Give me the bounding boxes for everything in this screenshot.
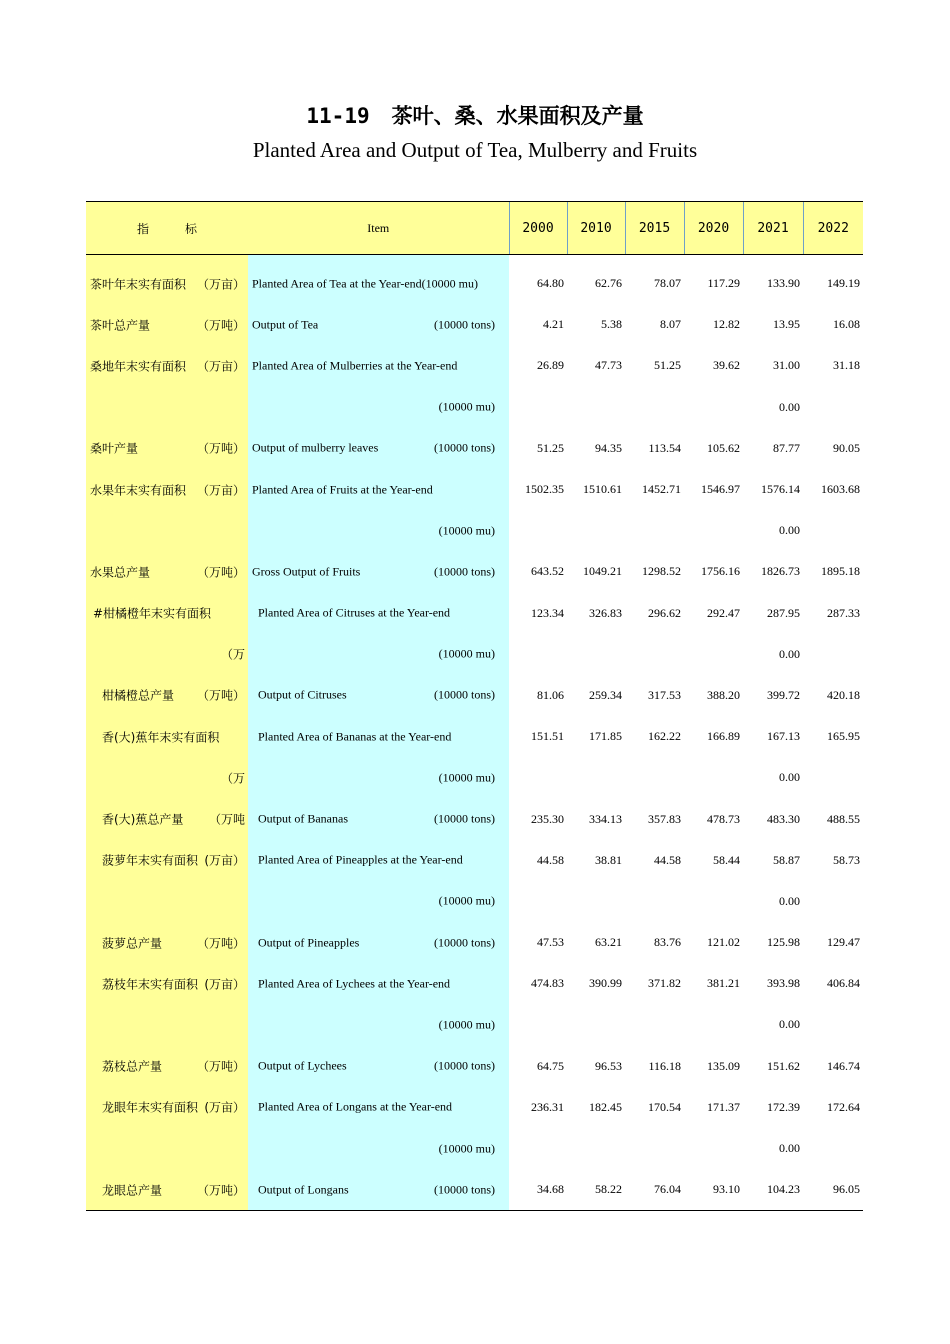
- item-en: Planted Area of Bananas at the Year-end: [258, 729, 452, 744]
- value-cell: 96.05: [803, 1169, 863, 1211]
- indicator-cell: [86, 757, 248, 798]
- indicator-cell: [86, 1128, 248, 1169]
- value-cell: 113.54: [648, 440, 681, 455]
- indicator-cn: 桑地年末实有面积: [90, 359, 187, 374]
- indicator-cell: [86, 1004, 248, 1045]
- value-cell: 381.21: [707, 976, 740, 991]
- value-cell: 44.58: [537, 852, 564, 867]
- page-title-en: Planted Area and Output of Tea, Mulberry and Fruits: [252, 138, 698, 162]
- value-cell: 0.00: [779, 1017, 800, 1032]
- value-cell: 162.22: [648, 729, 681, 744]
- indicator-cell: [86, 798, 248, 839]
- value-cell: 1895.18: [821, 564, 860, 579]
- item-en: Output of mulberry leaves: [252, 440, 379, 455]
- value-cell: 357.83: [648, 811, 681, 826]
- value-cell: 123.34: [531, 605, 564, 620]
- item-unit: (10000 mu): [438, 770, 495, 785]
- table-row: [86, 1169, 863, 1211]
- value-cell: 399.72: [767, 687, 800, 702]
- item-cell: [248, 469, 509, 510]
- indicator-cell: [86, 840, 248, 881]
- value-cell: [684, 1128, 743, 1169]
- indicator-cell: [86, 551, 248, 592]
- table-row: [86, 304, 863, 345]
- value-cell: 90.05: [833, 440, 860, 455]
- item-en: Output of Lychees: [258, 1058, 347, 1073]
- value-cell: 87.77: [773, 440, 800, 455]
- value-cell: 8.07: [660, 317, 681, 332]
- item-cell: [248, 304, 509, 345]
- spacer-row: [86, 255, 863, 264]
- item-cell: [248, 1046, 509, 1087]
- value-cell: 135.09: [707, 1058, 740, 1073]
- value-cell: [509, 634, 567, 675]
- item-en: Planted Area of Pineapples at the Year-end: [258, 852, 463, 867]
- value-cell: 388.20: [707, 687, 740, 702]
- indicator-unit: （万: [220, 771, 245, 786]
- item-cell: [248, 428, 509, 469]
- indicator-cn: 桑叶产量: [90, 441, 139, 456]
- value-cell: [684, 757, 743, 798]
- value-cell: 129.47: [827, 935, 860, 950]
- value-cell: [625, 387, 684, 428]
- value-cell: [803, 634, 863, 675]
- table-row: [86, 881, 863, 922]
- value-cell: 51.25: [537, 440, 564, 455]
- indicator-unit: （万吨）: [196, 318, 245, 333]
- value-cell: 58.22: [567, 1169, 625, 1211]
- table-row: [86, 510, 863, 551]
- item-unit: (10000 mu): [438, 1017, 495, 1032]
- value-cell: 334.13: [589, 811, 622, 826]
- value-cell: 4.21: [543, 317, 564, 332]
- value-cell: 44.58: [654, 852, 681, 867]
- value-cell: [803, 1004, 863, 1045]
- value-cell: [625, 757, 684, 798]
- indicator-cn: 茶叶年末实有面积: [90, 277, 187, 292]
- value-cell: [567, 757, 625, 798]
- value-cell: 64.80: [537, 276, 564, 291]
- indicator-cn: 水果年末实有面积: [90, 483, 187, 498]
- value-cell: 58.87: [773, 852, 800, 867]
- value-cell: 182.45: [589, 1099, 622, 1114]
- value-cell: [684, 1004, 743, 1045]
- table-row: [86, 345, 863, 386]
- indicator-cell: [86, 263, 248, 304]
- item-cell: [248, 675, 509, 716]
- title-cn-text: 茶叶、桑、水果面积及产量: [391, 104, 644, 128]
- indicator-unit: （万吨）: [196, 688, 245, 703]
- value-cell: 317.53: [648, 687, 681, 702]
- value-cell: [567, 387, 625, 428]
- indicator-cell: [86, 345, 248, 386]
- value-cell: 1546.97: [701, 482, 740, 497]
- indicator-unit: （万吨）: [196, 441, 245, 456]
- value-cell: 146.74: [827, 1058, 860, 1073]
- header-year: 2010: [567, 202, 625, 255]
- value-cell: 39.62: [713, 358, 740, 373]
- item-unit: (10000 tons): [434, 687, 495, 702]
- value-cell: 149.19: [827, 276, 860, 291]
- value-cell: 420.18: [827, 687, 860, 702]
- item-cell: [248, 840, 509, 881]
- value-cell: 31.00: [773, 358, 800, 373]
- indicator-cell: [86, 634, 248, 675]
- indicator-unit: （万亩）: [196, 359, 245, 374]
- value-cell: 488.55: [827, 811, 860, 826]
- header-indicator: 指 标: [86, 202, 248, 255]
- item-cell: [248, 922, 509, 963]
- indicator-cn: 香(大)蕉总产量: [102, 812, 184, 827]
- indicator-unit: （万吨）: [196, 1183, 245, 1198]
- table-row: [86, 840, 863, 881]
- header-year: 2022: [803, 202, 863, 255]
- item-en: Output of Tea: [252, 317, 319, 332]
- item-cell: [248, 963, 509, 1004]
- indicator-cn: 香(大)蕉年末实有面积: [102, 730, 220, 745]
- value-cell: 1826.73: [761, 564, 800, 579]
- item-cell: [248, 757, 509, 798]
- value-cell: 63.21: [595, 935, 622, 950]
- value-cell: 151.51: [531, 729, 564, 744]
- value-cell: [803, 387, 863, 428]
- item-cell: [248, 387, 509, 428]
- value-cell: 16.08: [833, 317, 860, 332]
- value-cell: [684, 881, 743, 922]
- table-number: 11-19: [306, 104, 370, 128]
- item-unit: (10000 tons): [434, 1182, 495, 1197]
- value-cell: [803, 757, 863, 798]
- table-row: [86, 263, 863, 304]
- item-cell: [248, 263, 509, 304]
- indicator-cell: [86, 304, 248, 345]
- indicator-cn: 龙眼年末实有面积: [102, 1100, 199, 1115]
- indicator-unit: （万吨）: [196, 565, 245, 580]
- value-cell: 165.95: [827, 729, 860, 744]
- item-cell: [248, 510, 509, 551]
- indicator-cn: 柑橘橙总产量: [102, 688, 175, 703]
- value-cell: [509, 881, 567, 922]
- indicator-cell: [86, 428, 248, 469]
- indicator-cn: #柑橘橙年末实有面积: [93, 606, 212, 621]
- item-cell: [248, 798, 509, 839]
- item-en: Output of Bananas: [258, 811, 348, 826]
- table-row: [86, 1004, 863, 1045]
- table-row: [86, 387, 863, 428]
- item-cell: [248, 1087, 509, 1128]
- value-cell: 1049.21: [583, 564, 622, 579]
- value-cell: 81.06: [537, 687, 564, 702]
- value-cell: [567, 634, 625, 675]
- item-en: Planted Area of Lychees at the Year-end: [258, 976, 451, 991]
- value-cell: 235.30: [531, 811, 564, 826]
- indicator-unit: （万亩）: [196, 277, 245, 292]
- value-cell: 47.73: [595, 358, 622, 373]
- indicator-cell: [86, 469, 248, 510]
- table-row: [86, 963, 863, 1004]
- indicator-cn: 菠萝年末实有面积: [102, 853, 199, 868]
- value-cell: [684, 634, 743, 675]
- value-cell: 96.53: [595, 1058, 622, 1073]
- value-cell: 296.62: [648, 605, 681, 620]
- value-cell: 93.10: [684, 1169, 743, 1211]
- table-row: [86, 469, 863, 510]
- item-cell: [248, 1128, 509, 1169]
- indicator-unit: (万亩）: [204, 1100, 245, 1115]
- header-row: [86, 202, 863, 255]
- value-cell: 0.00: [779, 1141, 800, 1156]
- indicator-cn: 水果总产量: [90, 565, 151, 580]
- value-cell: 167.13: [767, 729, 800, 744]
- value-cell: 390.99: [589, 976, 622, 991]
- value-cell: 105.62: [707, 440, 740, 455]
- value-cell: 172.64: [827, 1099, 860, 1114]
- value-cell: [803, 881, 863, 922]
- item-unit: (10000 tons): [434, 1058, 495, 1073]
- indicator-cn: 龙眼总产量: [102, 1183, 163, 1198]
- value-cell: [509, 510, 567, 551]
- indicator-cn: 茶叶总产量: [90, 318, 151, 333]
- value-cell: 171.85: [589, 729, 622, 744]
- indicator-unit: (万亩）: [204, 977, 245, 992]
- value-cell: [509, 757, 567, 798]
- item-cell: [248, 881, 509, 922]
- value-cell: 83.76: [654, 935, 681, 950]
- item-cell: [248, 551, 509, 592]
- value-cell: [625, 1128, 684, 1169]
- value-cell: 171.37: [707, 1099, 740, 1114]
- value-cell: 13.95: [773, 317, 800, 332]
- value-cell: 1298.52: [642, 564, 681, 579]
- value-cell: 64.75: [537, 1058, 564, 1073]
- indicator-unit: （万吨）: [196, 1059, 245, 1074]
- table-row: [86, 1128, 863, 1169]
- item-unit: (10000 tons): [434, 811, 495, 826]
- value-cell: [567, 881, 625, 922]
- value-cell: 26.89: [537, 358, 564, 373]
- table-row: [86, 428, 863, 469]
- indicator-cell: [86, 510, 248, 551]
- value-cell: [684, 387, 743, 428]
- indicator-cell: [86, 387, 248, 428]
- item-unit: (10000 tons): [434, 440, 495, 455]
- table-row: [86, 593, 863, 634]
- value-cell: 287.33: [827, 605, 860, 620]
- value-cell: 133.90: [767, 276, 800, 291]
- value-cell: 121.02: [707, 935, 740, 950]
- indicator-cell: [86, 1169, 248, 1211]
- indicator-unit: （万吨）: [196, 936, 245, 951]
- indicator-cell: [86, 716, 248, 757]
- indicator-cell: [86, 1046, 248, 1087]
- value-cell: 483.30: [767, 811, 800, 826]
- table-row: [86, 798, 863, 839]
- value-cell: 287.95: [767, 605, 800, 620]
- indicator-unit: （万: [220, 647, 245, 662]
- value-cell: 406.84: [827, 976, 860, 991]
- table-row: [86, 1087, 863, 1128]
- item-en: Output of Longans: [258, 1182, 349, 1197]
- item-cell: [248, 716, 509, 757]
- value-cell: [567, 1004, 625, 1045]
- value-cell: 393.98: [767, 976, 800, 991]
- item-unit: (10000 mu): [438, 1141, 495, 1156]
- value-cell: [625, 1004, 684, 1045]
- indicator-cell: [86, 593, 248, 634]
- value-cell: 371.82: [648, 976, 681, 991]
- value-cell: 1502.35: [525, 482, 564, 497]
- header-year: 2021: [743, 202, 803, 255]
- header-year: 2015: [625, 202, 684, 255]
- value-cell: [803, 510, 863, 551]
- value-cell: [567, 1128, 625, 1169]
- table-row: [86, 675, 863, 716]
- value-cell: 78.07: [654, 276, 681, 291]
- item-cell: [248, 593, 509, 634]
- value-cell: 38.81: [595, 852, 622, 867]
- value-cell: [684, 510, 743, 551]
- value-cell: 104.23: [743, 1169, 803, 1211]
- value-cell: 47.53: [537, 935, 564, 950]
- table-body: [86, 255, 863, 1211]
- item-cell: [248, 1169, 509, 1211]
- item-en: Planted Area of Tea at the Year-end(10000 mu): [252, 276, 478, 291]
- item-unit: (10000 mu): [438, 893, 495, 908]
- value-cell: [625, 881, 684, 922]
- value-cell: 326.83: [589, 605, 622, 620]
- value-cell: 62.76: [595, 276, 622, 291]
- value-cell: 0.00: [779, 646, 800, 661]
- value-cell: 34.68: [509, 1169, 567, 1211]
- value-cell: [625, 634, 684, 675]
- value-cell: 643.52: [531, 564, 564, 579]
- indicator-unit: (万亩）: [204, 853, 245, 868]
- value-cell: 1576.14: [761, 482, 800, 497]
- item-en: Output of Pineapples: [258, 935, 360, 950]
- value-cell: 31.18: [833, 358, 860, 373]
- value-cell: [803, 1128, 863, 1169]
- value-cell: 5.38: [601, 317, 622, 332]
- table-row: [86, 757, 863, 798]
- item-unit: (10000 mu): [438, 399, 495, 414]
- item-unit: (10000 mu): [438, 646, 495, 661]
- table-row: [86, 551, 863, 592]
- table-row: [86, 1046, 863, 1087]
- value-cell: [509, 1128, 567, 1169]
- item-cell: [248, 1004, 509, 1045]
- value-cell: 170.54: [648, 1099, 681, 1114]
- value-cell: 94.35: [595, 440, 622, 455]
- item-en: Planted Area of Fruits at the Year-end: [252, 482, 433, 497]
- table-row: [86, 634, 863, 675]
- value-cell: 0.00: [779, 893, 800, 908]
- indicator-cell: [86, 1087, 248, 1128]
- item-en: Planted Area of Mulberries at the Year-end: [252, 358, 458, 373]
- item-unit: (10000 tons): [434, 935, 495, 950]
- value-cell: 117.29: [707, 276, 740, 291]
- value-cell: 292.47: [707, 605, 740, 620]
- indicator-cn: 荔枝年末实有面积: [102, 977, 199, 992]
- value-cell: 12.82: [713, 317, 740, 332]
- table-row: [86, 716, 863, 757]
- item-en: Planted Area of Citruses at the Year-end: [258, 605, 451, 620]
- data-table: [86, 201, 863, 1211]
- header-year: 2000: [509, 202, 567, 255]
- value-cell: 151.62: [767, 1058, 800, 1073]
- value-cell: 1756.16: [701, 564, 740, 579]
- value-cell: 236.31: [531, 1099, 564, 1114]
- value-cell: 1452.71: [642, 482, 681, 497]
- page-title-cn: [0, 100, 950, 130]
- indicator-unit: （万吨: [208, 812, 245, 827]
- value-cell: [509, 387, 567, 428]
- indicator-cn: 菠萝总产量: [102, 936, 163, 951]
- value-cell: [625, 510, 684, 551]
- value-cell: 58.73: [833, 852, 860, 867]
- value-cell: 116.18: [648, 1058, 681, 1073]
- value-cell: 0.00: [779, 399, 800, 414]
- item-unit: (10000 mu): [438, 523, 495, 538]
- value-cell: 478.73: [707, 811, 740, 826]
- value-cell: 0.00: [779, 523, 800, 538]
- indicator-unit: （万亩）: [196, 483, 245, 498]
- value-cell: 0.00: [779, 770, 800, 785]
- indicator-cn: 荔枝总产量: [102, 1059, 163, 1074]
- item-en: Planted Area of Longans at the Year-end: [258, 1099, 453, 1114]
- item-unit: (10000 tons): [434, 564, 495, 579]
- value-cell: 166.89: [707, 729, 740, 744]
- table-row: [86, 922, 863, 963]
- value-cell: [509, 1004, 567, 1045]
- indicator-cell: [86, 922, 248, 963]
- header-year: 2020: [684, 202, 743, 255]
- value-cell: 51.25: [654, 358, 681, 373]
- indicator-cell: [86, 963, 248, 1004]
- value-cell: 76.04: [625, 1169, 684, 1211]
- indicator-cell: [86, 675, 248, 716]
- value-cell: [567, 510, 625, 551]
- value-cell: 58.44: [713, 852, 740, 867]
- item-en: Gross Output of Fruits: [252, 564, 361, 579]
- value-cell: 1510.61: [583, 482, 622, 497]
- indicator-cell: [86, 881, 248, 922]
- item-en: Output of Citruses: [258, 687, 347, 702]
- item-unit: (10000 tons): [434, 317, 495, 332]
- item-cell: [248, 345, 509, 386]
- item-cell: [248, 634, 509, 675]
- value-cell: 259.34: [589, 687, 622, 702]
- value-cell: 1603.68: [821, 482, 860, 497]
- header-item: Item: [248, 202, 509, 255]
- value-cell: 125.98: [767, 935, 800, 950]
- value-cell: 474.83: [531, 976, 564, 991]
- value-cell: 172.39: [767, 1099, 800, 1114]
